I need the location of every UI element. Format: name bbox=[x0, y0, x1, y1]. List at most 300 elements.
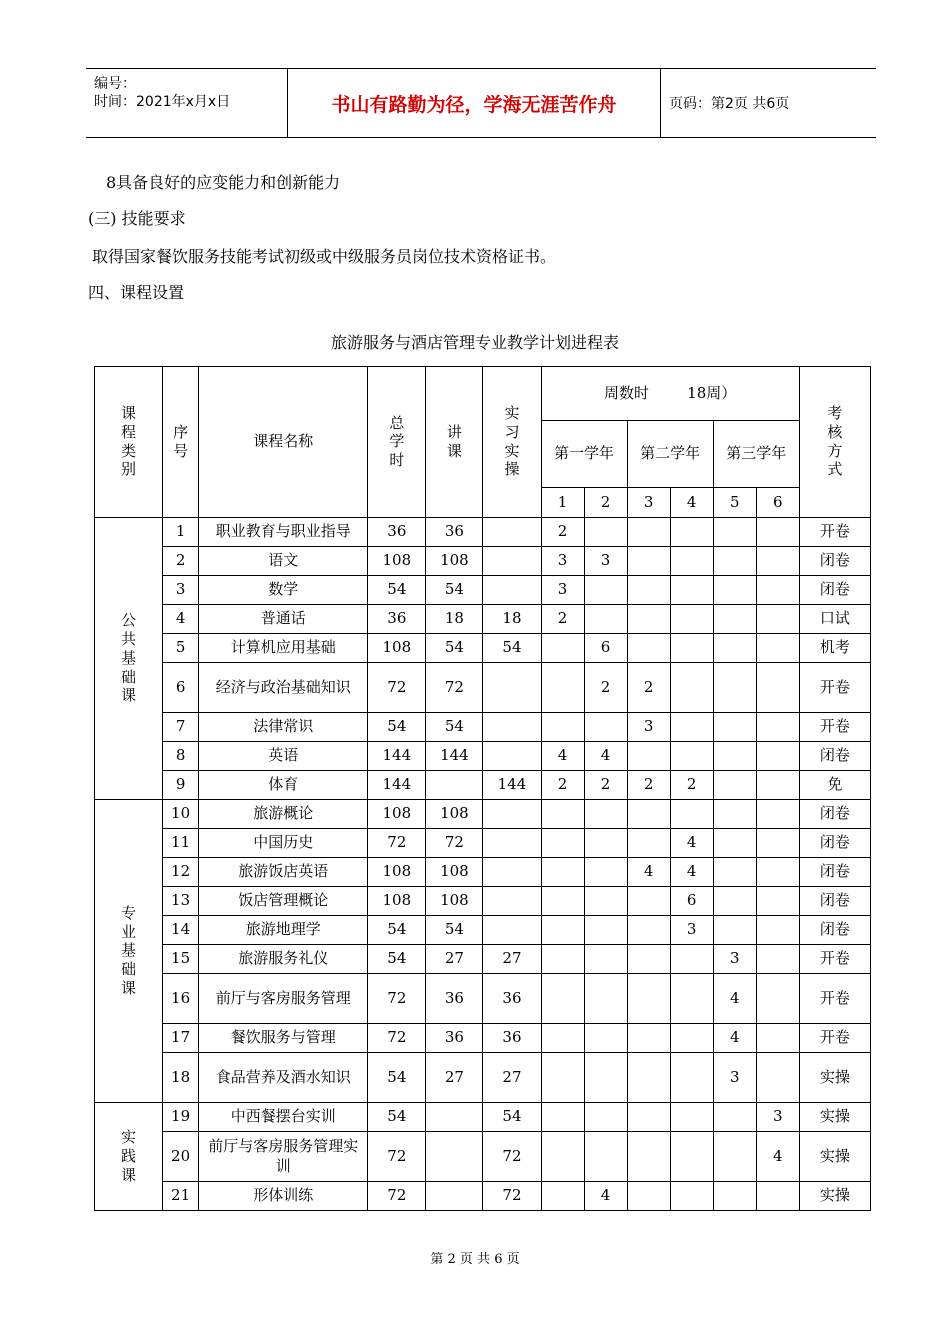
term-5-hours bbox=[713, 605, 756, 634]
term-1-hours: 4 bbox=[541, 742, 584, 771]
lecture-hours bbox=[426, 1182, 483, 1211]
row-number: 3 bbox=[163, 576, 199, 605]
term-4-hours bbox=[670, 800, 713, 829]
term-5-hours bbox=[713, 1182, 756, 1211]
header-term-1: 1 bbox=[541, 488, 584, 518]
practice-hours bbox=[483, 518, 541, 547]
term-4-hours bbox=[670, 1132, 713, 1182]
total-hours: 108 bbox=[368, 547, 426, 576]
course-name: 体育 bbox=[199, 771, 368, 800]
practice-hours: 54 bbox=[483, 1103, 541, 1132]
row-number: 6 bbox=[163, 663, 199, 713]
term-2-hours bbox=[584, 916, 627, 945]
table-row bbox=[95, 547, 871, 576]
term-3-hours bbox=[627, 605, 670, 634]
table-row bbox=[95, 605, 871, 634]
term-3-hours bbox=[627, 916, 670, 945]
header-lecture: 讲课 bbox=[426, 367, 483, 518]
term-6-hours bbox=[756, 974, 799, 1024]
term-1-hours bbox=[541, 713, 584, 742]
table-row bbox=[95, 634, 871, 663]
term-4-hours bbox=[670, 634, 713, 663]
practice-hours bbox=[483, 713, 541, 742]
term-2-hours bbox=[584, 974, 627, 1024]
total-hours: 72 bbox=[368, 1182, 426, 1211]
table-row bbox=[95, 858, 871, 887]
total-hours: 54 bbox=[368, 713, 426, 742]
total-hours: 108 bbox=[368, 887, 426, 916]
course-name: 英语 bbox=[199, 742, 368, 771]
course-name: 中西餐摆台实训 bbox=[199, 1103, 368, 1132]
term-6-hours bbox=[756, 771, 799, 800]
term-3-hours bbox=[627, 887, 670, 916]
row-number: 10 bbox=[163, 800, 199, 829]
row-number: 13 bbox=[163, 887, 199, 916]
term-4-hours bbox=[670, 518, 713, 547]
term-1-hours bbox=[541, 1024, 584, 1053]
course-name: 前厅与客房服务管理实训 bbox=[199, 1132, 368, 1182]
course-name: 旅游饭店英语 bbox=[199, 858, 368, 887]
table-row bbox=[95, 1182, 871, 1211]
term-2-hours: 4 bbox=[584, 1182, 627, 1211]
exam-method: 开卷 bbox=[799, 974, 870, 1024]
exam-method: 开卷 bbox=[799, 663, 870, 713]
term-3-hours bbox=[627, 634, 670, 663]
row-number: 20 bbox=[163, 1132, 199, 1182]
term-2-hours bbox=[584, 1053, 627, 1103]
exam-method: 实操 bbox=[799, 1053, 870, 1103]
term-4-hours bbox=[670, 605, 713, 634]
term-5-hours: 3 bbox=[713, 945, 756, 974]
term-4-hours bbox=[670, 1053, 713, 1103]
term-5-hours bbox=[713, 576, 756, 605]
term-5-hours bbox=[713, 916, 756, 945]
term-4-hours bbox=[670, 742, 713, 771]
header-weekly-hours: 周数时 18周） bbox=[541, 367, 799, 421]
term-4-hours bbox=[670, 945, 713, 974]
table-row bbox=[95, 974, 871, 1024]
lecture-hours: 36 bbox=[426, 1024, 483, 1053]
total-hours: 36 bbox=[368, 605, 426, 634]
total-hours: 72 bbox=[368, 974, 426, 1024]
lecture-hours: 108 bbox=[426, 547, 483, 576]
exam-method: 开卷 bbox=[799, 518, 870, 547]
table-row bbox=[95, 916, 871, 945]
term-3-hours bbox=[627, 742, 670, 771]
row-number: 5 bbox=[163, 634, 199, 663]
term-1-hours bbox=[541, 1103, 584, 1132]
term-1-hours bbox=[541, 945, 584, 974]
row-number: 1 bbox=[163, 518, 199, 547]
practice-hours bbox=[483, 858, 541, 887]
term-6-hours bbox=[756, 1024, 799, 1053]
term-6-hours bbox=[756, 858, 799, 887]
total-hours: 72 bbox=[368, 1024, 426, 1053]
header-year-1: 第一学年 bbox=[541, 421, 627, 488]
exam-method: 机考 bbox=[799, 634, 870, 663]
table-row bbox=[95, 1053, 871, 1103]
total-hours: 54 bbox=[368, 945, 426, 974]
practice-hours bbox=[483, 916, 541, 945]
term-2-hours: 4 bbox=[584, 742, 627, 771]
practice-hours bbox=[483, 887, 541, 916]
lecture-hours: 36 bbox=[426, 974, 483, 1024]
course-name: 中国历史 bbox=[199, 829, 368, 858]
term-3-hours bbox=[627, 1132, 670, 1182]
term-2-hours bbox=[584, 945, 627, 974]
term-4-hours: 4 bbox=[670, 858, 713, 887]
practice-hours bbox=[483, 663, 541, 713]
exam-method: 实操 bbox=[799, 1132, 870, 1182]
term-6-hours: 3 bbox=[756, 1103, 799, 1132]
total-hours: 108 bbox=[368, 858, 426, 887]
term-6-hours bbox=[756, 576, 799, 605]
term-3-hours: 2 bbox=[627, 663, 670, 713]
term-6-hours bbox=[756, 945, 799, 974]
term-5-hours: 4 bbox=[713, 1024, 756, 1053]
term-6-hours bbox=[756, 1182, 799, 1211]
term-4-hours bbox=[670, 1024, 713, 1053]
term-6-hours: 4 bbox=[756, 1132, 799, 1182]
lecture-hours: 54 bbox=[426, 576, 483, 605]
practice-hours bbox=[483, 829, 541, 858]
table-row bbox=[95, 1103, 871, 1132]
term-1-hours bbox=[541, 800, 584, 829]
lecture-hours: 54 bbox=[426, 713, 483, 742]
header-category: 课程类别 bbox=[95, 367, 163, 518]
exam-method: 闭卷 bbox=[799, 887, 870, 916]
term-2-hours bbox=[584, 1024, 627, 1053]
term-1-hours bbox=[541, 974, 584, 1024]
practice-hours bbox=[483, 742, 541, 771]
course-name: 普通话 bbox=[199, 605, 368, 634]
term-2-hours bbox=[584, 576, 627, 605]
term-4-hours bbox=[670, 1103, 713, 1132]
term-5-hours bbox=[713, 742, 756, 771]
term-5-hours: 4 bbox=[713, 974, 756, 1024]
term-3-hours bbox=[627, 800, 670, 829]
header-exam-method: 考核方式 bbox=[799, 367, 870, 518]
practice-hours: 36 bbox=[483, 974, 541, 1024]
lecture-hours: 144 bbox=[426, 742, 483, 771]
course-name: 数学 bbox=[199, 576, 368, 605]
term-4-hours bbox=[670, 663, 713, 713]
lecture-hours: 36 bbox=[426, 518, 483, 547]
term-3-hours bbox=[627, 945, 670, 974]
exam-method: 实操 bbox=[799, 1182, 870, 1211]
table-row bbox=[95, 742, 871, 771]
term-3-hours bbox=[627, 1182, 670, 1211]
row-number: 14 bbox=[163, 916, 199, 945]
lecture-hours bbox=[426, 1103, 483, 1132]
lecture-hours bbox=[426, 771, 483, 800]
course-name: 形体训练 bbox=[199, 1182, 368, 1211]
header-year-2: 第二学年 bbox=[627, 421, 713, 488]
table-row bbox=[95, 945, 871, 974]
term-2-hours bbox=[584, 518, 627, 547]
exam-method: 免 bbox=[799, 771, 870, 800]
exam-method: 闭卷 bbox=[799, 576, 870, 605]
page-footer: 第 2 页 共 6 页 bbox=[430, 1252, 520, 1267]
header-course-name: 课程名称 bbox=[199, 367, 368, 518]
lecture-hours: 27 bbox=[426, 1053, 483, 1103]
header-term-3: 3 bbox=[627, 488, 670, 518]
term-3-hours bbox=[627, 829, 670, 858]
course-name: 计算机应用基础 bbox=[199, 634, 368, 663]
exam-method: 闭卷 bbox=[799, 916, 870, 945]
table-caption: 旅游服务与酒店管理专业教学计划进程表 bbox=[330, 333, 619, 352]
term-5-hours bbox=[713, 887, 756, 916]
course-name: 法律常识 bbox=[199, 713, 368, 742]
term-1-hours: 3 bbox=[541, 547, 584, 576]
course-name: 旅游概论 bbox=[199, 800, 368, 829]
term-3-hours: 3 bbox=[627, 713, 670, 742]
lecture-hours: 18 bbox=[426, 605, 483, 634]
term-3-hours bbox=[627, 1103, 670, 1132]
course-category: 实践课 bbox=[95, 1103, 163, 1211]
total-hours: 72 bbox=[368, 829, 426, 858]
header-practice: 实习实操 bbox=[483, 367, 541, 518]
term-5-hours bbox=[713, 634, 756, 663]
course-name: 饭店管理概论 bbox=[199, 887, 368, 916]
term-5-hours bbox=[713, 547, 756, 576]
header-term-4: 4 bbox=[670, 488, 713, 518]
term-5-hours bbox=[713, 1132, 756, 1182]
course-name: 餐饮服务与管理 bbox=[199, 1024, 368, 1053]
header-year-3: 第三学年 bbox=[713, 421, 799, 488]
practice-hours: 27 bbox=[483, 1053, 541, 1103]
term-1-hours bbox=[541, 634, 584, 663]
practice-hours bbox=[483, 800, 541, 829]
exam-method: 实操 bbox=[799, 1103, 870, 1132]
total-hours: 72 bbox=[368, 663, 426, 713]
term-5-hours bbox=[713, 663, 756, 713]
table-row bbox=[95, 800, 871, 829]
term-1-hours bbox=[541, 1132, 584, 1182]
exam-method: 闭卷 bbox=[799, 858, 870, 887]
term-6-hours bbox=[756, 1053, 799, 1103]
term-2-hours bbox=[584, 800, 627, 829]
term-1-hours bbox=[541, 1182, 584, 1211]
term-6-hours bbox=[756, 800, 799, 829]
practice-hours: 54 bbox=[483, 634, 541, 663]
course-name: 旅游服务礼仪 bbox=[199, 945, 368, 974]
term-1-hours: 2 bbox=[541, 771, 584, 800]
term-3-hours bbox=[627, 1024, 670, 1053]
table-row bbox=[95, 771, 871, 800]
row-number: 15 bbox=[163, 945, 199, 974]
table-row bbox=[95, 829, 871, 858]
row-number: 21 bbox=[163, 1182, 199, 1211]
exam-method: 口试 bbox=[799, 605, 870, 634]
table-row bbox=[95, 713, 871, 742]
table-row bbox=[95, 663, 871, 713]
term-2-hours bbox=[584, 1103, 627, 1132]
lecture-hours bbox=[426, 1132, 483, 1182]
course-category: 公共基础课 bbox=[95, 518, 163, 800]
course-name: 旅游地理学 bbox=[199, 916, 368, 945]
practice-hours: 36 bbox=[483, 1024, 541, 1053]
term-1-hours bbox=[541, 887, 584, 916]
total-hours: 54 bbox=[368, 576, 426, 605]
term-2-hours: 6 bbox=[584, 634, 627, 663]
term-1-hours: 3 bbox=[541, 576, 584, 605]
practice-hours: 18 bbox=[483, 605, 541, 634]
course-name: 语文 bbox=[199, 547, 368, 576]
term-6-hours bbox=[756, 916, 799, 945]
term-2-hours bbox=[584, 829, 627, 858]
row-number: 18 bbox=[163, 1053, 199, 1103]
header-number-label: 编号： bbox=[94, 76, 136, 92]
exam-method: 闭卷 bbox=[799, 800, 870, 829]
header-meta bbox=[86, 69, 286, 137]
term-2-hours bbox=[584, 1132, 627, 1182]
term-3-hours: 2 bbox=[627, 771, 670, 800]
term-4-hours: 6 bbox=[670, 887, 713, 916]
table-row bbox=[95, 576, 871, 605]
total-hours: 54 bbox=[368, 916, 426, 945]
term-4-hours bbox=[670, 713, 713, 742]
course-category: 专业基础课 bbox=[95, 800, 163, 1103]
term-3-hours bbox=[627, 547, 670, 576]
term-5-hours bbox=[713, 800, 756, 829]
lecture-hours: 27 bbox=[426, 945, 483, 974]
header-date: 时间：2021年x月x日 bbox=[94, 94, 231, 110]
term-4-hours bbox=[670, 576, 713, 605]
body-paragraph-1: 8具备良好的应变能力和创新能力 bbox=[106, 173, 341, 192]
term-2-hours: 3 bbox=[584, 547, 627, 576]
exam-method: 闭卷 bbox=[799, 829, 870, 858]
total-hours: 54 bbox=[368, 1053, 426, 1103]
term-6-hours bbox=[756, 634, 799, 663]
term-5-hours: 3 bbox=[713, 1053, 756, 1103]
term-5-hours bbox=[713, 713, 756, 742]
exam-method: 开卷 bbox=[799, 1024, 870, 1053]
term-6-hours bbox=[756, 713, 799, 742]
term-4-hours bbox=[670, 547, 713, 576]
header-motto: 书山有路勤为径，学海无涯苦作舟 bbox=[287, 69, 661, 137]
row-number: 11 bbox=[163, 829, 199, 858]
header-total-hours: 总学时 bbox=[368, 367, 426, 518]
lecture-hours: 108 bbox=[426, 887, 483, 916]
row-number: 7 bbox=[163, 713, 199, 742]
body-paragraph-3: 取得国家餐饮服务技能考试初级或中级服务员岗位技术资格证书。 bbox=[92, 247, 557, 266]
row-number: 12 bbox=[163, 858, 199, 887]
row-number: 4 bbox=[163, 605, 199, 634]
term-6-hours bbox=[756, 518, 799, 547]
row-number: 2 bbox=[163, 547, 199, 576]
term-6-hours bbox=[756, 605, 799, 634]
course-name: 经济与政治基础知识 bbox=[199, 663, 368, 713]
term-4-hours: 2 bbox=[670, 771, 713, 800]
table-row bbox=[95, 1132, 871, 1182]
term-2-hours bbox=[584, 858, 627, 887]
term-6-hours bbox=[756, 663, 799, 713]
term-5-hours bbox=[713, 771, 756, 800]
term-5-hours bbox=[713, 858, 756, 887]
course-name: 食品营养及酒水知识 bbox=[199, 1053, 368, 1103]
term-3-hours bbox=[627, 518, 670, 547]
term-5-hours bbox=[713, 829, 756, 858]
term-1-hours: 2 bbox=[541, 605, 584, 634]
total-hours: 108 bbox=[368, 634, 426, 663]
section-heading: 四、课程设置 bbox=[88, 283, 185, 302]
total-hours: 108 bbox=[368, 800, 426, 829]
header-term-2: 2 bbox=[584, 488, 627, 518]
total-hours: 144 bbox=[368, 742, 426, 771]
lecture-hours: 108 bbox=[426, 800, 483, 829]
term-4-hours: 3 bbox=[670, 916, 713, 945]
row-number: 17 bbox=[163, 1024, 199, 1053]
curriculum-table bbox=[94, 366, 871, 1211]
header-term-5: 5 bbox=[713, 488, 756, 518]
term-1-hours bbox=[541, 1053, 584, 1103]
row-number: 8 bbox=[163, 742, 199, 771]
table-row bbox=[95, 887, 871, 916]
term-1-hours bbox=[541, 663, 584, 713]
lecture-hours: 54 bbox=[426, 916, 483, 945]
header-term-6: 6 bbox=[756, 488, 799, 518]
term-4-hours: 4 bbox=[670, 829, 713, 858]
exam-method: 闭卷 bbox=[799, 547, 870, 576]
header-seq: 序号 bbox=[163, 367, 199, 518]
term-5-hours bbox=[713, 518, 756, 547]
exam-method: 开卷 bbox=[799, 713, 870, 742]
term-3-hours bbox=[627, 1053, 670, 1103]
practice-hours bbox=[483, 547, 541, 576]
table-row bbox=[95, 1024, 871, 1053]
term-3-hours: 4 bbox=[627, 858, 670, 887]
course-name: 前厅与客房服务管理 bbox=[199, 974, 368, 1024]
term-4-hours bbox=[670, 1182, 713, 1211]
total-hours: 36 bbox=[368, 518, 426, 547]
term-5-hours bbox=[713, 1103, 756, 1132]
total-hours: 72 bbox=[368, 1132, 426, 1182]
practice-hours bbox=[483, 576, 541, 605]
row-number: 9 bbox=[163, 771, 199, 800]
term-2-hours: 2 bbox=[584, 663, 627, 713]
practice-hours: 72 bbox=[483, 1182, 541, 1211]
term-2-hours bbox=[584, 605, 627, 634]
lecture-hours: 72 bbox=[426, 829, 483, 858]
term-6-hours bbox=[756, 547, 799, 576]
total-hours: 144 bbox=[368, 771, 426, 800]
exam-method: 开卷 bbox=[799, 945, 870, 974]
term-1-hours bbox=[541, 829, 584, 858]
practice-hours: 144 bbox=[483, 771, 541, 800]
practice-hours: 72 bbox=[483, 1132, 541, 1182]
header-page-info: 页码：第2页 共6页 bbox=[669, 96, 790, 112]
term-6-hours bbox=[756, 829, 799, 858]
total-hours: 54 bbox=[368, 1103, 426, 1132]
lecture-hours: 54 bbox=[426, 634, 483, 663]
term-1-hours: 2 bbox=[541, 518, 584, 547]
row-number: 16 bbox=[163, 974, 199, 1024]
term-2-hours: 2 bbox=[584, 771, 627, 800]
term-3-hours bbox=[627, 974, 670, 1024]
term-2-hours bbox=[584, 713, 627, 742]
exam-method: 闭卷 bbox=[799, 742, 870, 771]
term-1-hours bbox=[541, 916, 584, 945]
lecture-hours: 72 bbox=[426, 663, 483, 713]
term-1-hours bbox=[541, 858, 584, 887]
course-name: 职业教育与职业指导 bbox=[199, 518, 368, 547]
term-6-hours bbox=[756, 887, 799, 916]
table-row bbox=[95, 518, 871, 547]
term-3-hours bbox=[627, 576, 670, 605]
term-6-hours bbox=[756, 742, 799, 771]
lecture-hours: 108 bbox=[426, 858, 483, 887]
